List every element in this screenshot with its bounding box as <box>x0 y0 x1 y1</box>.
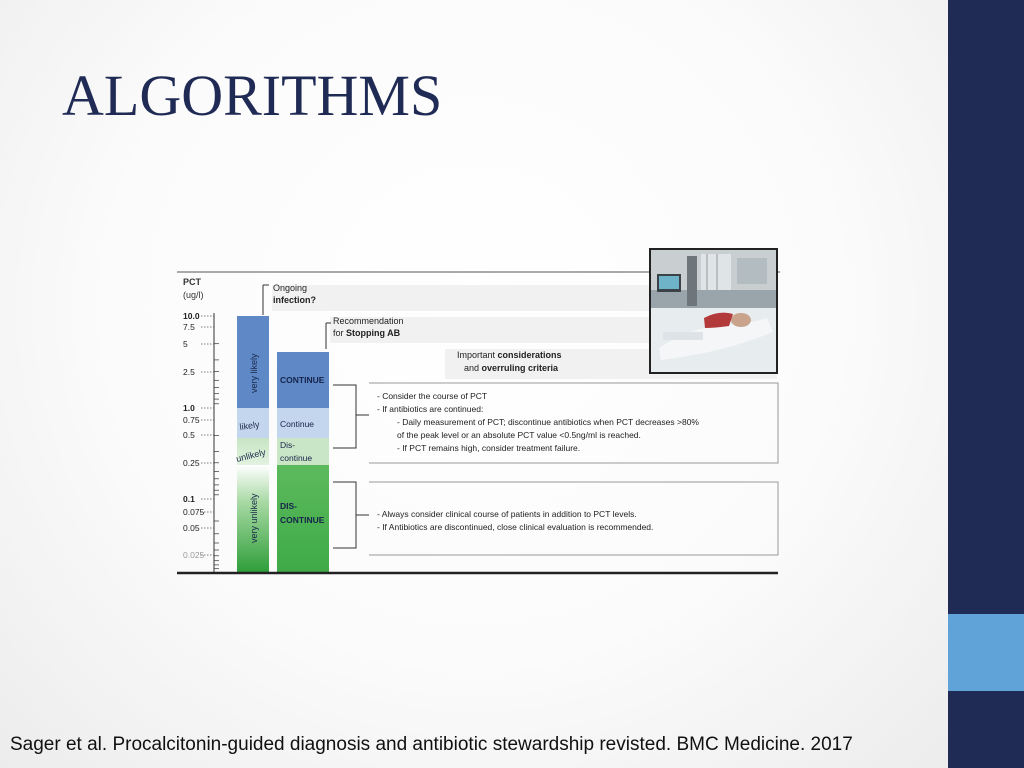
axis-tick-label: 10.0 <box>183 311 200 321</box>
axis-tick-label: 7.5 <box>183 322 195 332</box>
bracket-top <box>333 385 356 448</box>
rec-discontinue-upper-1: DIS- <box>280 501 297 511</box>
axis-tick-label: 0.5 <box>183 430 195 440</box>
axis-tick-label: 2.5 <box>183 367 195 377</box>
icu-patient-photo <box>649 248 778 374</box>
rec-continue-lower: Continue <box>280 419 315 429</box>
slide-title: ALGORITHMS <box>62 63 443 128</box>
axis-tick-label: 1.0 <box>183 403 195 413</box>
axis-tick-label: 0.075 <box>183 507 205 517</box>
axis-major-ticks <box>183 311 214 560</box>
axis-minor-ticks <box>214 344 219 569</box>
axis-unit: (ug/l) <box>183 290 204 300</box>
consideration-top-3: - Daily measurement of PCT; discontinue antibiotics when PCT decreases >80% <box>397 417 699 427</box>
axis-tick-label: 0.1 <box>183 494 195 504</box>
ongoing-header-2: infection? <box>273 295 316 305</box>
axis-tick-label: 0.05 <box>183 523 200 533</box>
consideration-top-5: - If PCT remains high, consider treatment failure. <box>397 443 581 453</box>
rec-discontinue-lower-2: continue <box>280 453 313 463</box>
considerations-header-2: and overruling criteria <box>464 363 559 373</box>
rec-discontinue-lower-1: Dis- <box>280 440 296 450</box>
label-very-likely: very likely <box>249 353 259 393</box>
side-accent-block <box>948 614 1024 691</box>
label-likely: likely <box>238 419 261 432</box>
rec-discontinue-upper-2: CONTINUE <box>280 515 325 525</box>
consideration-bottom-2: - If Antibiotics are discontinued, close clinical evaluation is recommended. <box>377 522 654 532</box>
axis-tick-label: 0.025 <box>183 550 205 560</box>
consideration-top-2: - If antibiotics are continued: <box>377 404 484 414</box>
axis-tick-label: 5 <box>183 339 188 349</box>
label-very-unlikely: very unlikely <box>249 493 259 543</box>
rec-continue-upper: CONTINUE <box>280 375 325 385</box>
recommendation-header-2: for Stopping AB <box>333 328 401 338</box>
label-unlikely: unlikely <box>235 446 267 464</box>
citation: Sager et al. Procalcitonin-guided diagnosis and antibiotic stewardship revisted. BMC Medicine. 2017 <box>10 734 853 755</box>
axis-title: PCT <box>183 277 201 287</box>
axis-tick-label: 0.25 <box>183 458 200 468</box>
consideration-top-4: of the peak level or an absolute PCT value <0.5ng/ml is reached. <box>397 430 641 440</box>
bracket-bottom <box>333 482 356 548</box>
consideration-top-1: - Consider the course of PCT <box>377 391 488 401</box>
consideration-bottom-1: - Always consider clinical course of patients in addition to PCT levels. <box>377 509 637 519</box>
considerations-header-1: Important considerations <box>457 350 562 360</box>
ongoing-header-1: Ongoing <box>273 283 308 293</box>
recommendation-header-1: Recommendation <box>333 316 404 326</box>
axis-tick-label: 0.75 <box>183 415 200 425</box>
